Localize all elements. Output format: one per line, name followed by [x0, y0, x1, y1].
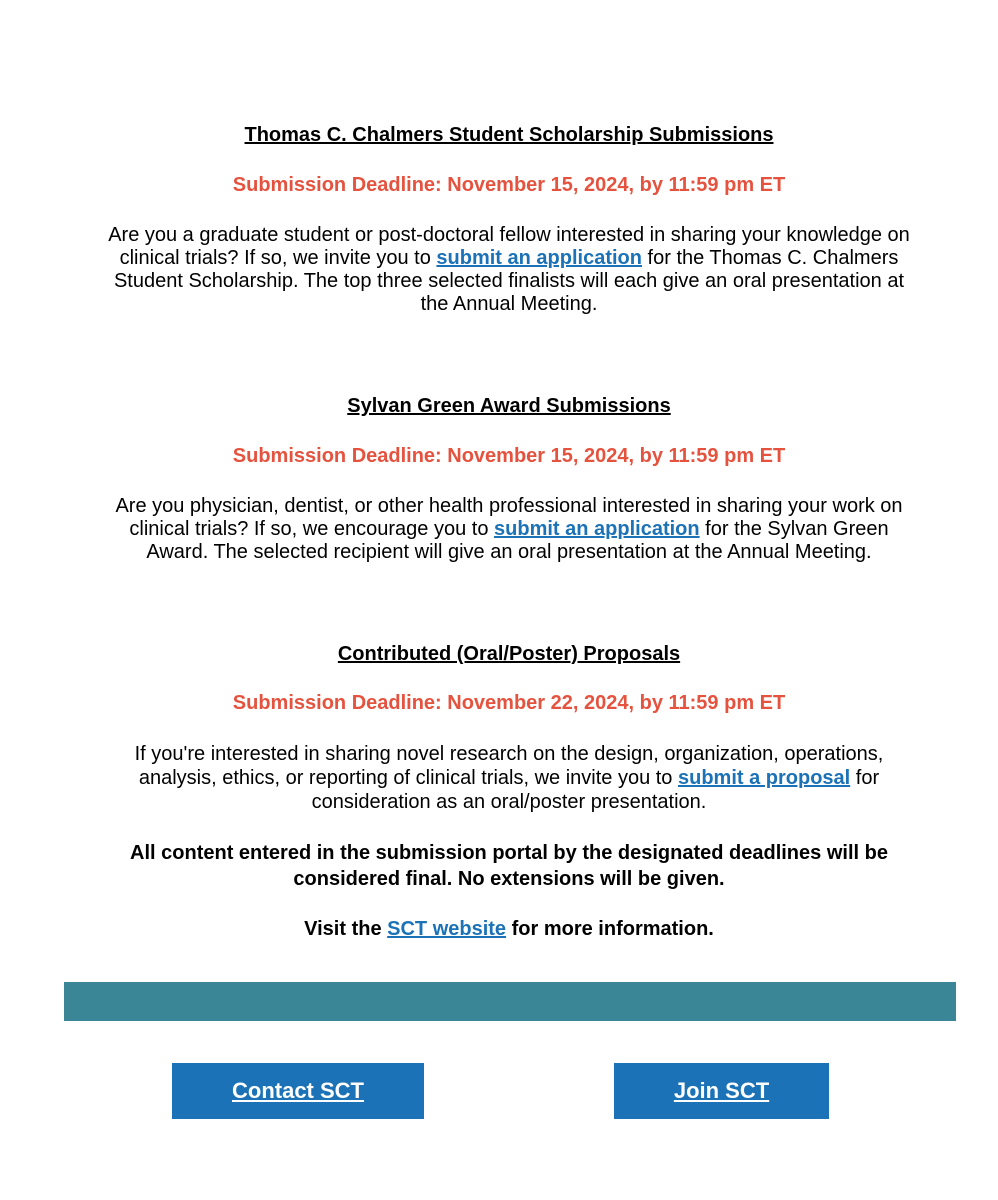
submit-application-link-sylvan-green[interactable]: submit an application [494, 518, 700, 540]
deadline-contributed: Submission Deadline: November 22, 2024, by 11:59 pm ET [232, 692, 786, 714]
sct-website-link[interactable]: SCT website [387, 918, 507, 940]
description-chalmers [0, 224, 998, 316]
description-line: If you're interested in sharing novel research on the design, organization, operations, [134, 743, 884, 765]
join-sct-button[interactable]: Join SCT [614, 1063, 829, 1119]
section-title-chalmers: Thomas C. Chalmers Student Scholarship Submissions [244, 124, 774, 146]
notice-line: All content entered in the submission portal by the designated deadlines will be [130, 842, 888, 864]
contact-sct-button[interactable]: Contact SCT [172, 1063, 424, 1119]
footer-divider-band [64, 982, 956, 1021]
submit-application-link-chalmers[interactable]: submit an application [436, 247, 642, 269]
final-notice [0, 840, 998, 892]
description-line: Award. The selected recipient will give an oral presentation at the Annual Meeting. [146, 541, 872, 563]
description-line: Are you physician, dentist, or other health professional interested in sharing your work on [115, 495, 903, 517]
section-title-sylvan-green: Sylvan Green Award Submissions [347, 395, 671, 417]
description-line: Student Scholarship. The top three selected finalists will each give an oral presentation at [113, 270, 905, 292]
description-line: consideration as an oral/poster presentation. [311, 791, 707, 813]
description-line: Are you a graduate student or post-doctoral fellow interested in sharing your knowledge on [108, 224, 910, 246]
section-title-contributed: Contributed (Oral/Poster) Proposals [337, 643, 681, 665]
description-contributed [0, 742, 998, 814]
description-line: clinical trials? If so, we invite you to submit an application for the Thomas C. Chalmers [119, 247, 899, 269]
description-sylvan-green [0, 495, 998, 564]
description-line: clinical trials? If so, we encourage you to submit an application for the Sylvan Green [129, 518, 889, 540]
notice-line: considered final. No extensions will be given. [293, 868, 725, 890]
submit-proposal-link[interactable]: submit a proposal [677, 767, 851, 789]
deadline-sylvan-green: Submission Deadline: November 15, 2024, by 11:59 pm ET [232, 445, 786, 467]
visit-website-line: Visit the SCT website for more information. [304, 918, 714, 940]
description-line: analysis, ethics, or reporting of clinical trials, we invite you to submit a proposal for [138, 767, 880, 789]
description-line: the Annual Meeting. [420, 293, 598, 315]
deadline-chalmers: Submission Deadline: November 15, 2024, by 11:59 pm ET [232, 174, 786, 196]
